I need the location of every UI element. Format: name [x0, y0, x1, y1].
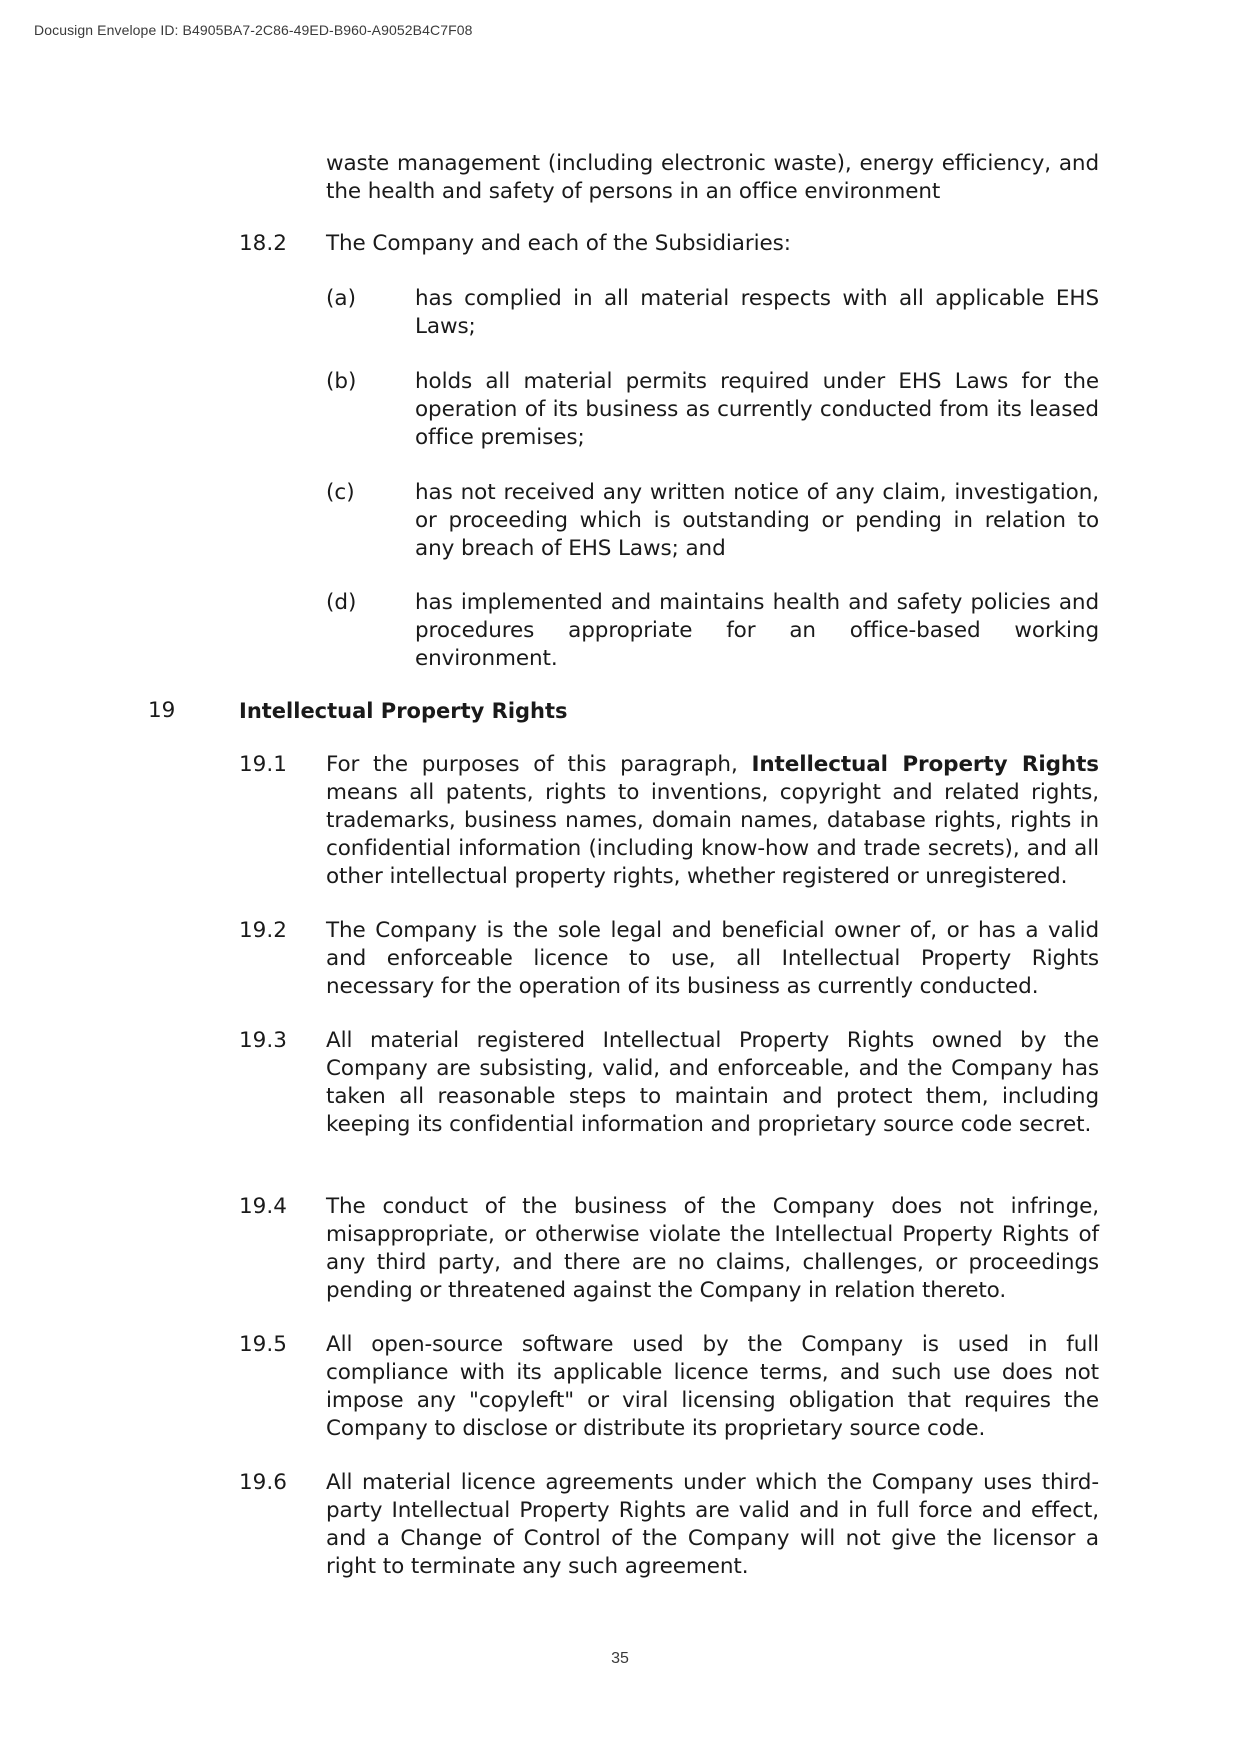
clause-number: 19.5 [239, 1332, 287, 1357]
clause-text-before: For the purposes of this paragraph, [326, 752, 752, 777]
item-text: has implemented and maintains health and safety policies and procedures appropriate for an office-based working environment. [415, 590, 1099, 671]
clause-text: All material registered Intellectual Property Rights owned by the Company are subsisting, valid, and enforceable, and the Company has taken all reasonable steps to maintain and protect them, including keeping its confidential information and proprietary source code secret. [326, 1028, 1099, 1137]
clause-number: 19.4 [239, 1194, 287, 1219]
item-text: has not received any written notice of any claim, investigation, or proceeding which is outstanding or pending in relation to any breach of EHS Laws; and [415, 480, 1099, 561]
clause-number: 19.6 [239, 1470, 287, 1495]
item-text: has complied in all material respects with all applicable EHS Laws; [415, 286, 1099, 339]
clause-text: All open-source software used by the Company is used in full compliance with its applicable licence terms, and such use does not impose any "copyleft" or viral licensing obligation that requires the Company to disclose or distribute its proprietary source code. [326, 1332, 1099, 1441]
clause-text [326, 751, 1099, 891]
clause-text-after: means all patents, rights to inventions, copyright and related rights, trademarks, business names, domain names, database rights, rights in confidential information (including know-how and trade secrets), and all other intellectual property rights, whether registered or unregistered. [326, 780, 1099, 889]
page-number: 35 [611, 1650, 629, 1667]
clause-number: 19.1 [239, 752, 287, 777]
clause-text: The Company is the sole legal and beneficial owner of, or has a valid and enforceable licence to use, all Intellectual Property Rights necessary for the operation of its business as currently conducted. [326, 918, 1099, 999]
item-label: (c) [326, 480, 355, 505]
item-label: (b) [326, 369, 357, 394]
section-number: 19 [148, 698, 176, 723]
clause-number: 18.2 [239, 231, 287, 256]
clause-text: The Company and each of the Subsidiaries: [326, 231, 791, 256]
continuation-paragraph: waste management (including electronic waste), energy efficiency, and the health and safety of persons in an office environment [326, 151, 1099, 204]
item-text: holds all material permits required under EHS Laws for the operation of its business as currently conducted from its leased office premises; [415, 369, 1099, 450]
envelope-id: Docusign Envelope ID: B4905BA7-2C86-49ED-B960-A9052B4C7F08 [34, 22, 473, 38]
clause-text: The conduct of the business of the Company does not infringe, misappropriate, or otherwise violate the Intellectual Property Rights of any third party, and there are no claims, challenges, or proceedings pending or threatened against the Company in relation thereto. [326, 1194, 1099, 1303]
section-title: Intellectual Property Rights [239, 699, 568, 723]
clause-number: 19.2 [239, 918, 287, 943]
item-label: (d) [326, 590, 357, 615]
item-label: (a) [326, 286, 356, 311]
defined-term: Intellectual Property Rights [751, 752, 1100, 777]
clause-number: 19.3 [239, 1028, 287, 1053]
clause-text: All material licence agreements under which the Company uses third-party Intellectual Property Rights are valid and in full force and effect, and a Change of Control of the Company will not give the licensor a right to terminate any such agreement. [326, 1470, 1099, 1579]
